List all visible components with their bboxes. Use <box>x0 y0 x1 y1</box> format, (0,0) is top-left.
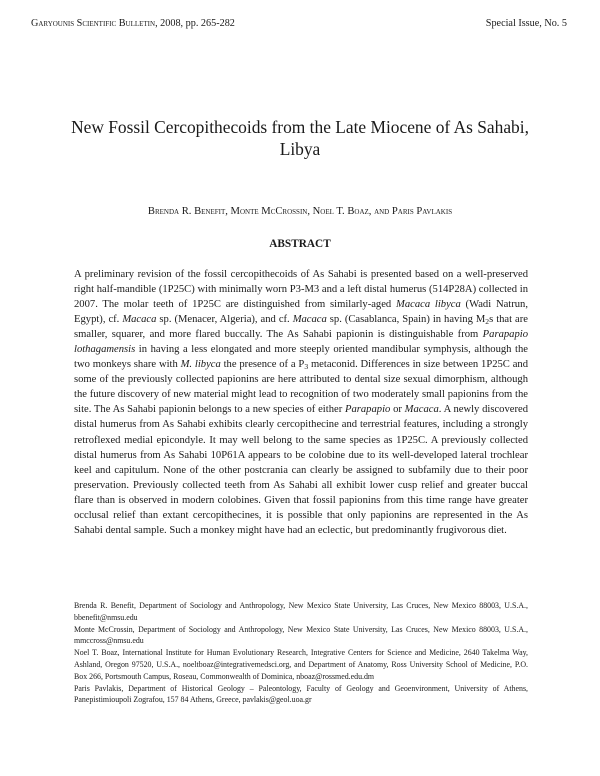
author-affiliations <box>74 600 528 706</box>
abstract-text: A preliminary revision of the fossil cercopithecoids of As Sahabi is presented based on a well-preserved right half-mandible (1P25C) with minimally worn P3-M3 and a left distal humerus (514P28A) collected in 2007. The molar teeth of 1P25C are distinguished from similarly-aged <box>74 269 528 311</box>
issue-label: Special Issue, No. 5 <box>485 18 567 29</box>
abstract-text: . A newly discovered distal humerus from As Sahabi exhibits clearly cercopithecine and terrestrial features, including a strongly retroflexed medial epicondyle. It may well belong to the same species as 1P25C. A previously collected distal humerus from As Sahabi 10P61A appears to be colobine due to its well-developed lateral trochlear keel and capitulum. None of the other postcrania can clearly be assigned to subfamily due to their poor preservation. Previously collected teeth from As Sahabi all exhibit lower cusp relief and greater buccal flare than is observed in modern colobines. Given that fossil papionins from this time range have greater occlusal relief than extant cercopithecines, it is possible that only papionins are represented in the As Sahabi dental sample. Such a monkey might have had an eclectic, but predominantly frugivorous diet. <box>74 404 528 536</box>
taxon-name: Macaca <box>292 314 327 326</box>
taxon-name: Macaca libyca <box>396 299 461 311</box>
abstract-heading: ABSTRACT <box>269 238 331 250</box>
taxon-name: Parapapio lothagamensis <box>74 329 528 356</box>
taxon-name: M. libyca <box>180 359 221 371</box>
journal-citation <box>31 18 235 30</box>
abstract-text: s that are smaller, squarer, and more flared buccally. The As Sahabi papionin is distinguishable from <box>74 314 528 341</box>
author-list: Brenda R. Benefit, Monte McCrossin, Noel T. Boaz, and Paris Pavlakis <box>147 206 453 217</box>
taxon-name: Macaca <box>122 314 157 326</box>
paper-title: New Fossil Cercopithecoids from the Late Miocene of As Sahabi, Libya <box>71 117 529 159</box>
citation-pages: , 2008, pp. 265-282 <box>155 18 235 29</box>
tooth-subscript: 3 <box>304 362 309 372</box>
taxon-name: Macaca <box>404 404 439 416</box>
affiliation-benefit: Brenda R. Benefit, Department of Sociology and Anthropology, New Mexico State University, Las Cruces, New Mexico 88003, U.S.A., bbenefit@nmsu.edu <box>74 601 528 622</box>
abstract-text: sp. (Menacer, Algeria), and cf. <box>156 314 293 326</box>
abstract-text: metaconid. Differences in size between 1P25C and some of the previously collected papionins are here attributed to dental size sexual dimorphism, although the future discovery of new material might lead to recognition of two moderately small papionins from the site. The As Sahabi papionin belongs to a new species of either <box>74 359 528 416</box>
affiliation-boaz: Noel T. Boaz, International Institute for Human Evolutionary Research, Integrative Centers for Science and Medicine, 2640 Takelma Way, Ashland, Oregon 97520, U.S.A., noeltboaz@integrativemedsci.org, and Department of Anatomy, Ross University School of Medicine, P.O. Box 266, Portsmouth Campus, Roseau, Commonwealth of Dominica, nboaz@rossmed.edu.dm <box>74 648 528 681</box>
abstract-text: sp. (Casablanca, Spain) in having M <box>326 314 486 326</box>
affiliation-mccrossin: Monte McCrossin, Department of Sociology and Anthropology, New Mexico State University, Las Cruces, New Mexico 88003, U.S.A., mmccross@nmsu.edu <box>74 624 528 646</box>
tooth-subscript: 2 <box>485 317 490 327</box>
abstract-text: (Wadi Natrun, Egypt), cf. <box>74 299 529 326</box>
journal-name: Garyounis Scientific Bulletin <box>31 18 156 29</box>
abstract-text: or <box>390 404 405 416</box>
abstract-text: in having a less elongated and more steeply oriented mandibular symphysis, although the two monkeys share with <box>74 344 528 371</box>
abstract-text: the presence of a P <box>220 359 305 371</box>
taxon-name: Parapapio <box>344 404 391 416</box>
abstract-body <box>74 267 528 538</box>
affiliation-pavlakis: Paris Pavlakis, Department of Historical Geology – Paleontology, Faculty of Geology and Geoenvironment, University of Athens, Panepistimioupoli Zografou, 157 84 Athens, Greece, pavlakis@geol.uoa.gr <box>74 683 528 705</box>
